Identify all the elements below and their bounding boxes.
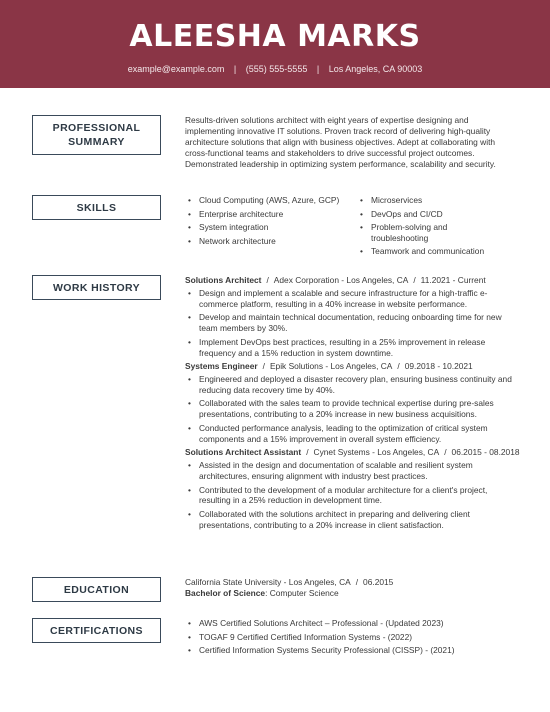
phone-text: (555) 555-5555 xyxy=(245,64,308,74)
job-bullet: • Develop and maintain technical documentation, reducing onboarding time for new team members by 30%. xyxy=(185,312,520,334)
skills-list-left xyxy=(185,195,357,260)
skills-section xyxy=(185,195,520,260)
job-entry xyxy=(185,447,520,531)
job-title: Systems Engineer xyxy=(185,361,258,372)
job-company: Epik Solutions - Los Angeles, CA xyxy=(269,361,393,372)
summary-heading: PROFESSIONAL SUMMARY xyxy=(32,115,161,155)
certifications-heading: CERTIFICATIONS xyxy=(32,618,161,643)
job-title: Solutions Architect xyxy=(185,275,262,285)
school-name: California State University - Los Angeles, CA xyxy=(185,577,351,587)
education-degree-line xyxy=(185,588,520,599)
graduation-date: 06.2015 xyxy=(363,577,394,587)
skill-item: • Teamwork and communication xyxy=(357,246,517,257)
job-bullet: • Engineered and deployed a disaster recovery plan, ensuring business continuity and reducing data recovery time by 40%. xyxy=(185,374,520,396)
certification-item: • Certified Information Systems Security Professional (CISSP) - (2021) xyxy=(185,645,520,656)
job-dates: 09.2018 - 10.2021 xyxy=(404,361,473,372)
work-history-section xyxy=(185,275,520,533)
skills-list-right xyxy=(357,195,517,260)
job-bullet: • Conducted performance analysis, leading to the optimization of critical system components and a 15% improvement in overall system efficiency. xyxy=(185,423,520,445)
degree-name: Bachelor of Science xyxy=(185,587,266,598)
degree-field: : Computer Science xyxy=(265,587,339,598)
job-bullet: • Collaborated with the solutions architect in preparing and delivering client presentations, contributing to a 20% increase in client satisfaction. xyxy=(185,509,520,531)
resume-header xyxy=(0,0,550,88)
job-bullet: • Collaborated with the sales team to provide technical expertise during pre-sales presentations, contributing to a 20% increase in new business acquisitions. xyxy=(185,398,520,420)
skill-item: • Microservices xyxy=(357,195,517,206)
skills-heading: SKILLS xyxy=(32,195,161,220)
skill-item: • Network architecture xyxy=(185,236,357,247)
email-text: example@example.com xyxy=(127,64,225,74)
location-text: Los Angeles, CA 90003 xyxy=(328,64,423,74)
job-bullets xyxy=(185,460,520,531)
skill-item: • DevOps and CI/CD xyxy=(357,209,517,220)
job-dates: 11.2021 - Current xyxy=(420,275,486,285)
skill-item: • Problem-solving and troubleshooting xyxy=(357,222,467,244)
job-bullet: • Assisted in the design and documentation of scalable and resilient system architectures, ensuring alignment with industry best practices. xyxy=(185,460,520,482)
candidate-name: ALEESHA MARKS xyxy=(129,19,421,54)
summary-section xyxy=(185,115,520,170)
contact-line xyxy=(0,64,550,74)
separator: | xyxy=(316,64,320,74)
job-dates: 06.2015 - 08.2018 xyxy=(451,447,520,458)
job-bullets xyxy=(185,374,520,445)
job-header: Systems Engineer / Epik Solutions - Los Angeles, CA / 09.2018 - 10.2021 xyxy=(185,361,473,372)
certification-item: • AWS Certified Solutions Architect – Professional - (Updated 2023) xyxy=(185,618,520,629)
work-history-heading: WORK HISTORY xyxy=(32,275,161,300)
skill-item: • Enterprise architecture xyxy=(185,209,357,220)
education-section xyxy=(185,577,520,599)
job-bullet: • Contributed to the development of a modular architecture for a client's project, resulting in a 25% reduction in development time. xyxy=(185,485,520,507)
job-company: Cynet Systems - Los Angeles, CA xyxy=(313,447,440,458)
job-title: Solutions Architect Assistant xyxy=(185,447,302,458)
job-header: Solutions Architect / Adex Corporation - Los Angeles, CA / 11.2021 - Current xyxy=(185,275,486,285)
job-bullet: • Design and implement a scalable and secure infrastructure for a high-traffic e-commerce platform, resulting in a 40% increase in website performance. xyxy=(185,288,520,310)
skill-item: • Cloud Computing (AWS, Azure, GCP) xyxy=(185,195,357,206)
certification-item: • TOGAF 9 Certified Certified Information Systems - (2022) xyxy=(185,632,520,643)
job-bullet: • Implement DevOps best practices, resulting in a 25% improvement in release frequency and a 15% reduction in system downtime. xyxy=(185,337,520,359)
job-entry xyxy=(185,275,520,359)
certifications-section xyxy=(185,618,520,659)
skill-item: • System integration xyxy=(185,222,357,233)
education-heading: EDUCATION xyxy=(32,577,161,602)
summary-text: Results-driven solutions architect with eight years of expertise designing and implementing innovative IT solutions. Proven track record of delivering high-quality architecture solutions that align with business objectives. Adept at collaborating with cross-functional teams and stakeholders to drive successful project outcomes. Demonstrated leadership in optimizing system performance, scalability and security. xyxy=(185,115,496,169)
job-bullets xyxy=(185,288,520,359)
job-company: Adex Corporation - Los Angeles, CA xyxy=(273,275,409,285)
education-school-line: California State University - Los Angeles, CA / 06.2015 xyxy=(185,577,394,587)
job-entry xyxy=(185,361,520,445)
certifications-list xyxy=(185,618,520,656)
separator: | xyxy=(233,64,237,74)
job-header: Solutions Architect Assistant / Cynet Systems - Los Angeles, CA / 06.2015 - 08.2018 xyxy=(185,447,520,458)
